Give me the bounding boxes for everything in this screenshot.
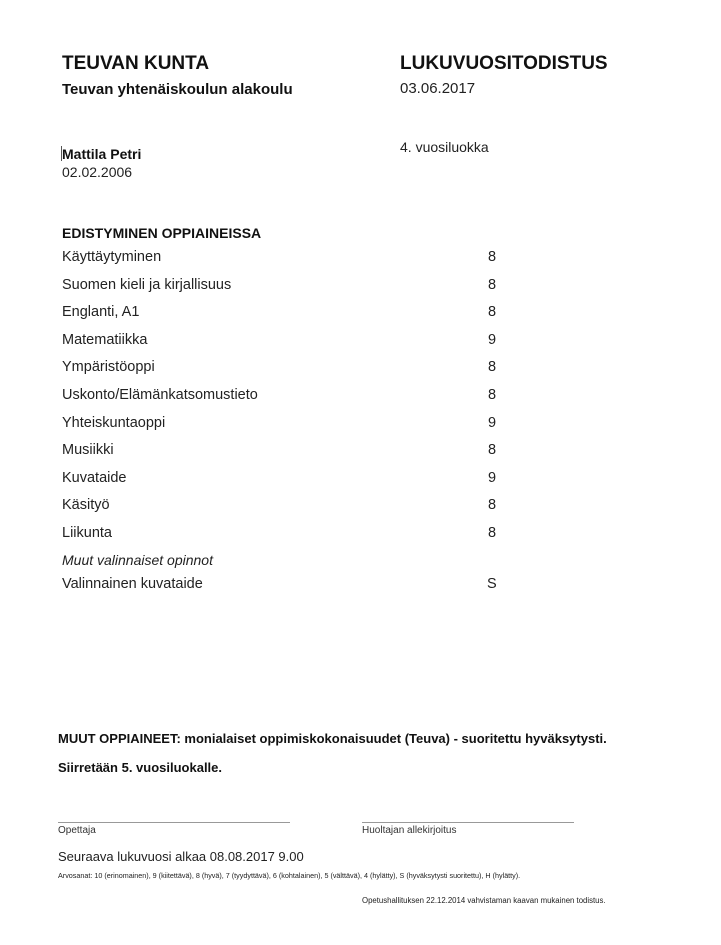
optional-studies-heading: Muut valinnaiset opinnot bbox=[62, 552, 213, 568]
school-name: Teuvan yhtenäiskoulun alakoulu bbox=[62, 81, 293, 98]
subject-row bbox=[62, 332, 502, 360]
subject-name: Ympäristöoppi bbox=[62, 359, 155, 376]
subject-name: Yhteiskuntaoppi bbox=[62, 414, 166, 431]
student-grade-level: 4. vuosiluokka bbox=[400, 139, 489, 155]
subject-grade: 8 bbox=[488, 386, 497, 403]
subject-row bbox=[62, 442, 502, 470]
subject-row bbox=[62, 387, 502, 415]
subject-row bbox=[62, 497, 502, 525]
subject-row bbox=[62, 304, 502, 332]
subject-name: Liikunta bbox=[62, 524, 112, 541]
subject-name: Matematiikka bbox=[62, 331, 148, 348]
next-school-year-start: Seuraava lukuvuosi alkaa 08.08.2017 9.00 bbox=[58, 849, 304, 864]
subject-row bbox=[62, 525, 502, 553]
subject-grade: 8 bbox=[488, 359, 497, 376]
grades-legend: Arvosanat: 10 (erinomainen), 9 (kiitettävä), 8 (hyvä), 7 (tyydyttävä), 6 (kohtalainen), 5 (välttävä), 4 (hylätty), S (hyväksytysti suoritettu), H (hylätty). bbox=[58, 871, 521, 880]
transfer-statement: Siirretään 5. vuosiluokalle. bbox=[58, 760, 223, 775]
subject-row bbox=[62, 359, 502, 387]
subject-grade: 8 bbox=[488, 497, 497, 514]
subject-name: Suomen kieli ja kirjallisuus bbox=[62, 276, 232, 293]
subject-name: Musiikki bbox=[62, 442, 114, 459]
teacher-signature-label: Opettaja bbox=[58, 825, 96, 836]
other-subjects-statement: MUUT OPPIAINEET: monialaiset oppimiskokonaisuudet (Teuva) - suoritettu hyväksytysti. bbox=[58, 731, 607, 746]
subject-row bbox=[62, 415, 502, 443]
subject-grade: 9 bbox=[488, 414, 497, 431]
section-title: EDISTYMINEN OPPIAINEISSA bbox=[62, 225, 262, 241]
subject-name: Uskonto/Elämänkatsomustieto bbox=[62, 386, 258, 403]
certificate-footnote: Opetushallituksen 22.12.2014 vahvistaman kaavan mukainen todistus. bbox=[362, 896, 606, 905]
subject-name: Käsityö bbox=[62, 497, 110, 514]
subject-grade: 9 bbox=[488, 469, 497, 486]
subject-grade: 8 bbox=[488, 442, 497, 459]
subject-name: Kuvataide bbox=[62, 469, 127, 486]
subject-row bbox=[62, 470, 502, 498]
municipality-name: TEUVAN KUNTA bbox=[62, 53, 210, 74]
student-birth-date: 02.02.2006 bbox=[62, 164, 133, 180]
subject-grade: 8 bbox=[488, 276, 497, 293]
student-name: Mattila Petri bbox=[62, 146, 142, 162]
subject-name: Englanti, A1 bbox=[62, 304, 140, 321]
guardian-signature-line bbox=[362, 822, 574, 823]
optional-subject-name: Valinnainen kuvataide bbox=[62, 576, 203, 592]
subject-grade: 8 bbox=[488, 304, 497, 321]
document-title: LUKUVUOSITODISTUS bbox=[400, 53, 608, 74]
subject-list bbox=[62, 249, 502, 553]
teacher-signature-line bbox=[58, 822, 290, 823]
subject-row bbox=[62, 249, 502, 277]
subject-grade: 9 bbox=[488, 331, 497, 348]
subject-grade: 8 bbox=[488, 524, 497, 541]
subject-grade: 8 bbox=[488, 249, 497, 265]
document-date: 03.06.2017 bbox=[400, 80, 476, 97]
subject-name: Käyttäytyminen bbox=[62, 249, 162, 265]
optional-subject-grade: S bbox=[487, 576, 497, 592]
guardian-signature-label: Huoltajan allekirjoitus bbox=[362, 825, 457, 836]
subject-row bbox=[62, 277, 502, 305]
